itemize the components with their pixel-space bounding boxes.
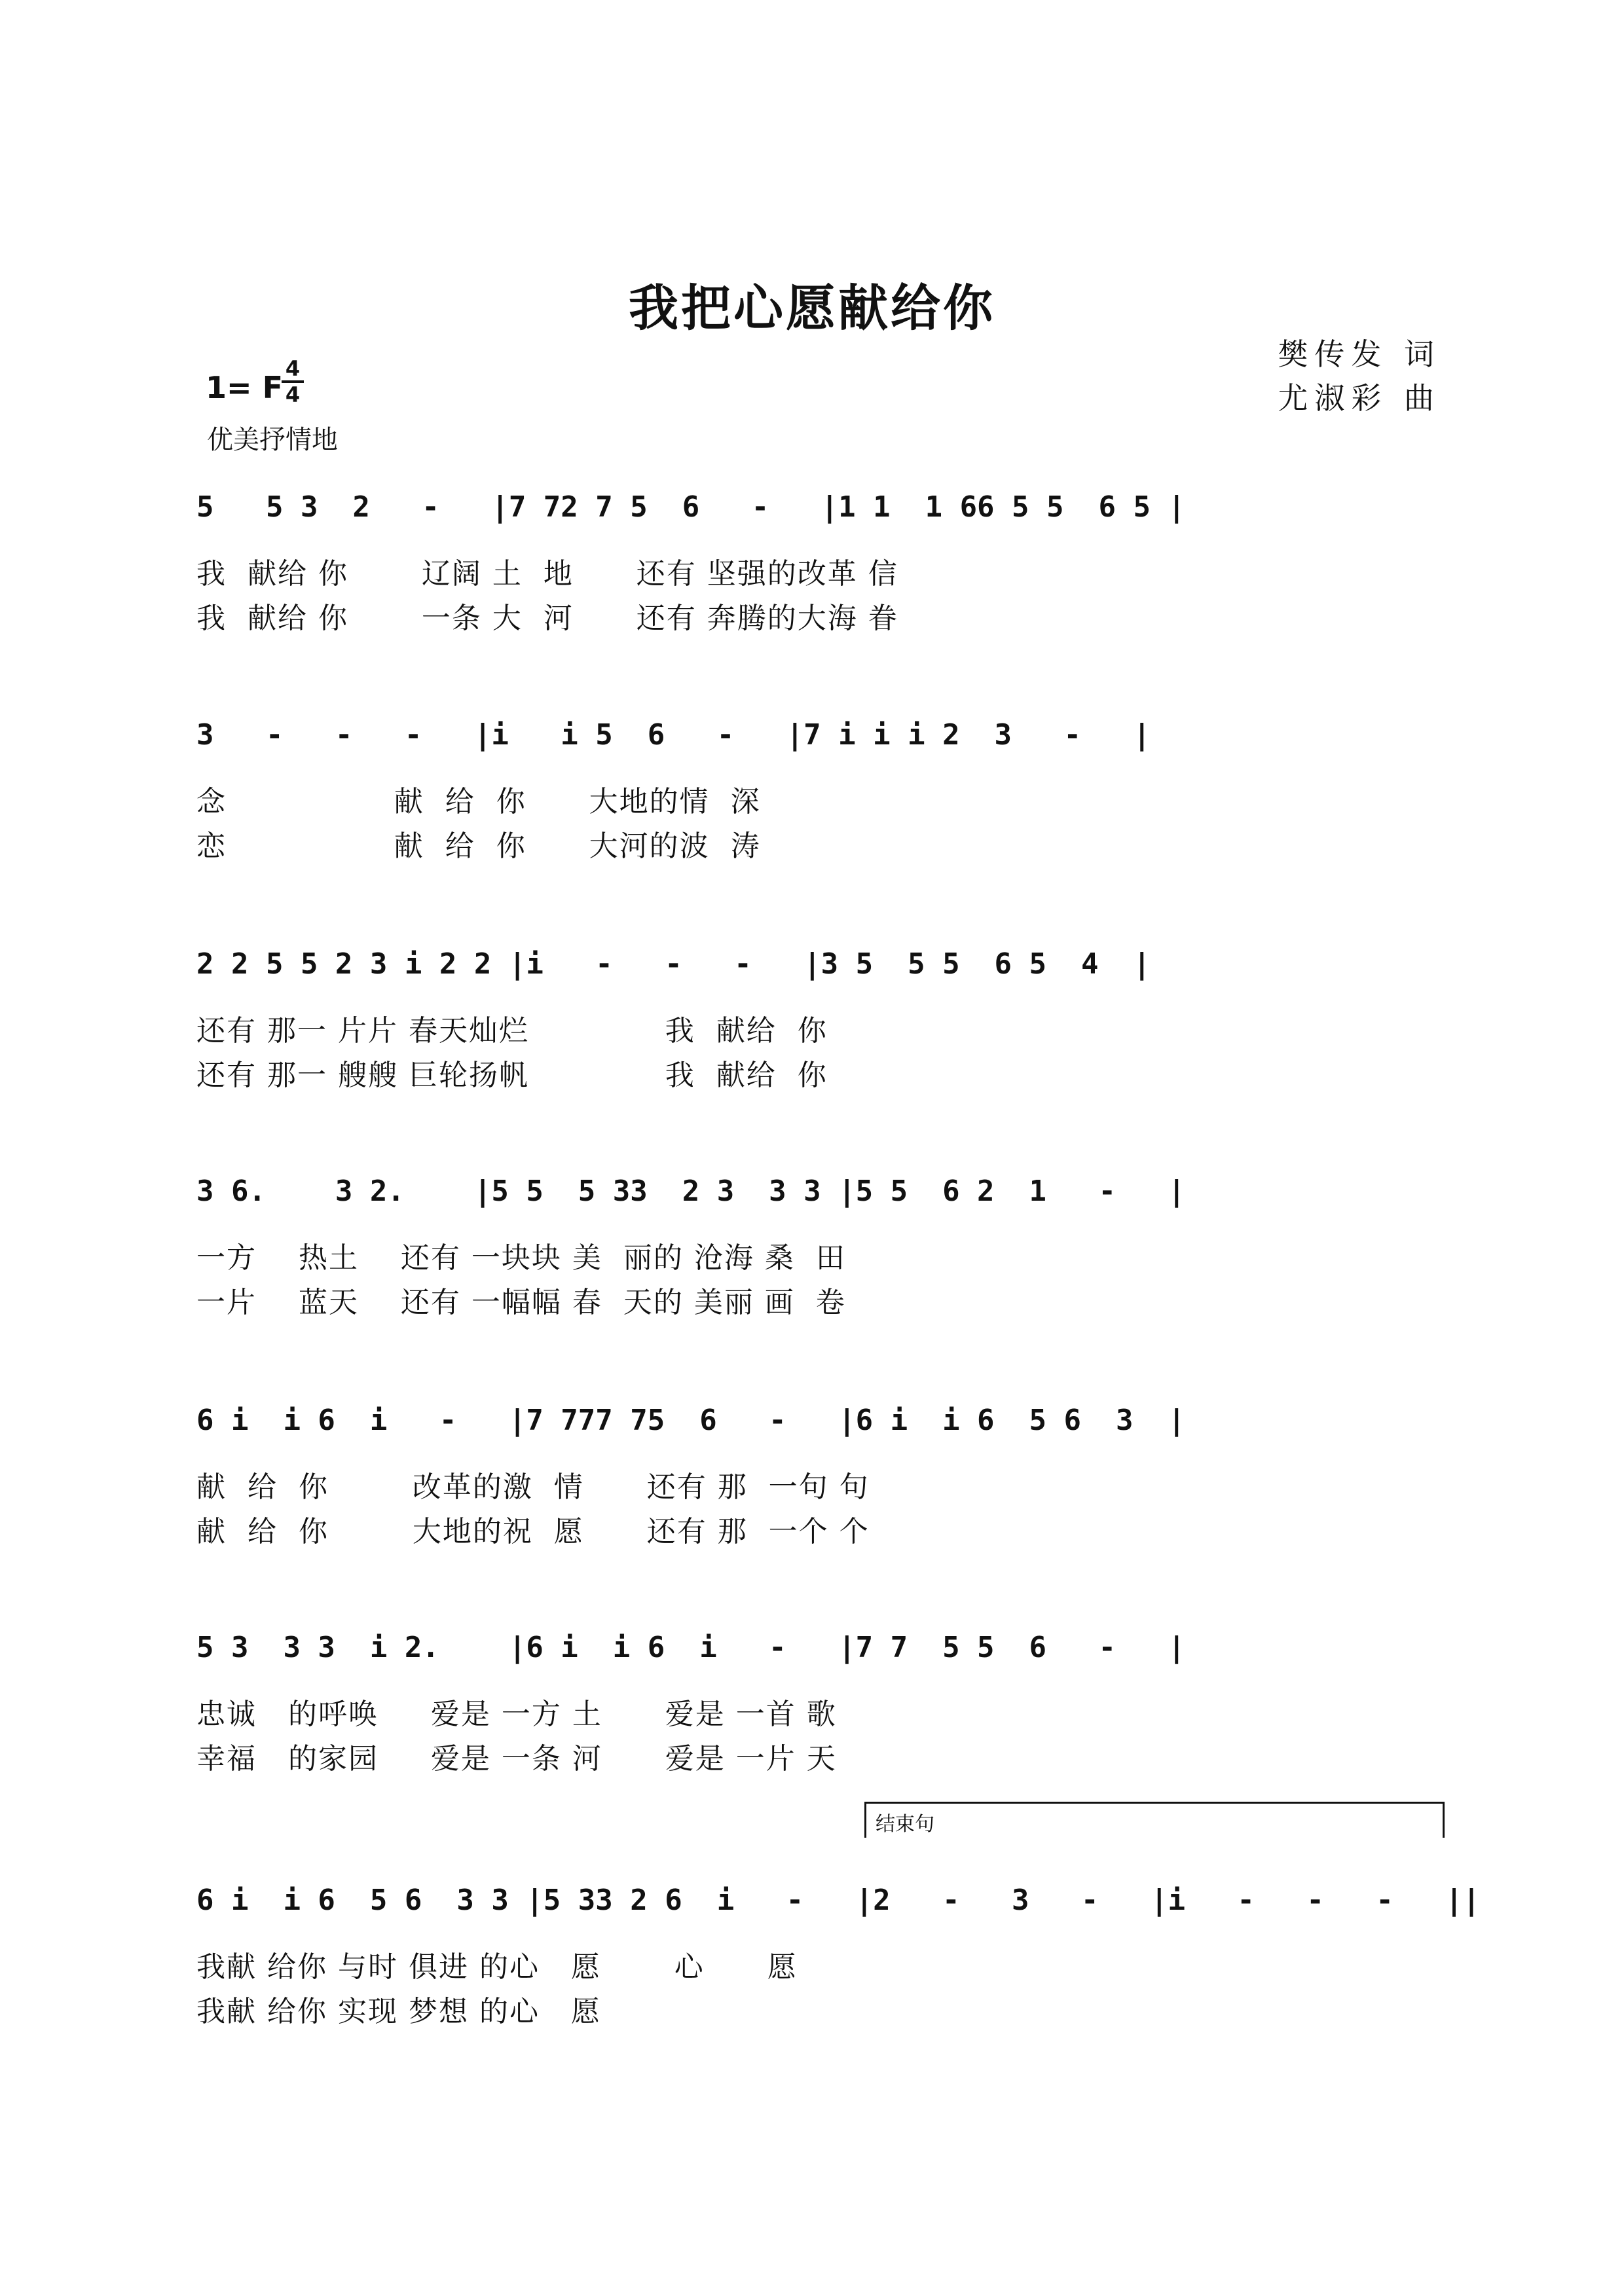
system-6 — [196, 1612, 1441, 1776]
tempo-marking: 优美抒情地 — [207, 425, 338, 455]
system-5 — [196, 1385, 1441, 1548]
lyricist-credit: 樊传发 词 — [1278, 337, 1441, 372]
lyric-verse-2: 一片 蓝天 还有 一幅幅 春 天的 美丽 画 卷 — [196, 1286, 846, 1319]
time-signature-top: 4 — [282, 357, 304, 383]
lyric-verse-1: 献 给 你 改革的激 情 还有 那 一句 句 — [196, 1470, 870, 1504]
notation-line: 5 3 3 3 i 2. |6 i i 6 i - |7 7 5 5 6 - | — [196, 1631, 1185, 1664]
system-2 — [196, 699, 1441, 863]
notation-line: 5 5 3 2 - |7 72 7 5 6 - |1 1 1 66 5 5 6 5 | — [196, 490, 1185, 524]
notation-line: 3 - - - |i i 5 6 - |7 i i i 2 3 - | — [196, 718, 1151, 752]
lyric-verse-1: 还有 那一 片片 春天灿烂 我 献给 你 — [196, 1014, 828, 1048]
lyric-verse-1: 念 献 给 你 大地的情 深 — [196, 785, 761, 818]
lyric-verse-1: 一方 热土 还有 一块块 美 丽的 沧海 桑 田 — [196, 1241, 846, 1275]
time-signature — [282, 357, 304, 407]
coda-label: 结束句 — [876, 1813, 934, 1836]
lyric-verse-1: 我 献给 你 辽阔 土 地 还有 坚强的改革 信 — [196, 557, 898, 591]
lyric-verse-2: 我献 给你 实现 梦想 的心 愿 — [196, 1995, 601, 2028]
lyric-verse-1: 忠诚 的呼唤 爱是 一方 土 爱是 一首 歌 — [196, 1698, 837, 1731]
song-title: 我把心愿献给你 — [629, 279, 995, 337]
lyric-verse-2: 还有 那一 艘艘 巨轮扬帆 我 献给 你 — [196, 1059, 828, 1092]
coda-bracket — [864, 1802, 1445, 1838]
system-3 — [196, 928, 1441, 1092]
lyric-verse-2: 我 献给 你 一条 大 河 还有 奔腾的大海 眷 — [196, 602, 898, 635]
notation-line: 3 6. 3 2. |5 5 5 33 2 3 3 3 |5 5 6 2 1 - | — [196, 1175, 1185, 1208]
key-signature: 1= F — [206, 370, 283, 405]
notation-line: 6 i i 6 i - |7 777 75 6 - |6 i i 6 5 6 3 | — [196, 1404, 1185, 1437]
composer-credit: 尤淑彩 曲 — [1278, 380, 1441, 416]
lyric-verse-1: 我献 给你 与时 俱进 的心 愿 心 愿 — [196, 1950, 798, 1984]
lyric-verse-2: 恋 献 给 你 大河的波 涛 — [196, 829, 761, 863]
lyric-verse-2: 幸福 的家园 爱是 一条 河 爱是 一片 天 — [196, 1742, 837, 1776]
notation-line: 2 2 5 5 2 3 i 2 2 |i - - - |3 5 5 5 6 5 4 | — [196, 947, 1151, 981]
notation-line: 6 i i 6 5 6 3 3 |5 33 2 6 i - |2 - 3 - |i - - - || — [196, 1884, 1481, 1917]
system-4 — [196, 1156, 1441, 1319]
time-signature-bottom: 4 — [285, 382, 301, 407]
system-7 — [196, 1865, 1481, 2028]
system-1 — [196, 471, 1441, 635]
lyric-verse-2: 献 给 你 大地的祝 愿 还有 那 一个 个 — [196, 1515, 870, 1548]
